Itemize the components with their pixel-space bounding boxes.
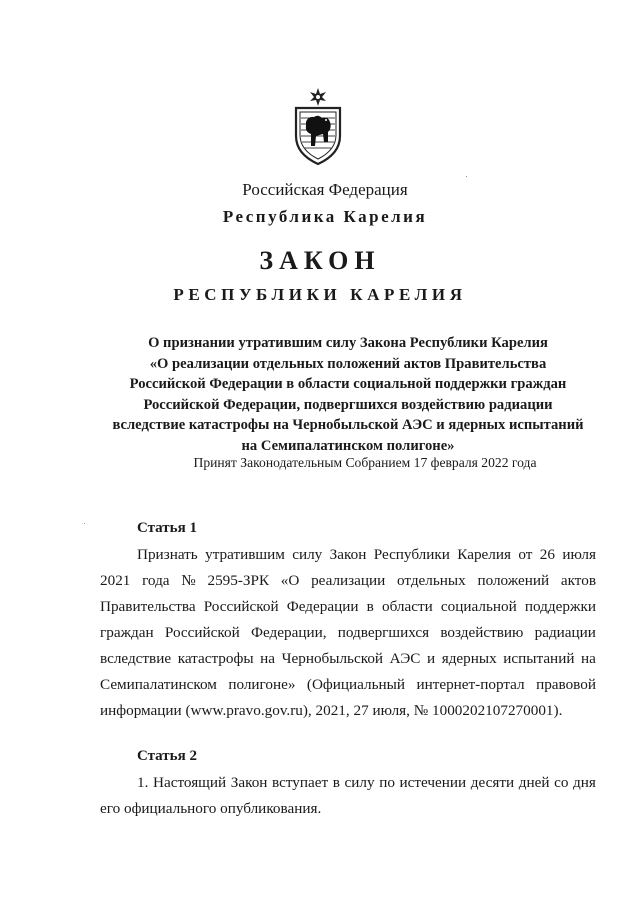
word: информации (www.pravo.gov.ru), 2021, 27 июля, № 1000202107270001). <box>100 702 563 719</box>
word: отдельных <box>397 572 466 589</box>
word: АЭС <box>389 650 421 667</box>
paragraph-line <box>100 568 596 594</box>
word: по <box>379 774 395 791</box>
paragraph-line <box>100 672 596 698</box>
word: года <box>142 572 170 589</box>
word: Федерации <box>286 598 359 615</box>
word: подвергшихся <box>337 624 430 641</box>
word: граждан <box>100 624 154 641</box>
article-1-body <box>100 542 596 724</box>
adoption-note: Принят Законодательным Собранием 17 февраля 2022 года <box>193 455 537 470</box>
paragraph-line <box>100 594 596 620</box>
word: от <box>518 546 533 563</box>
word: Республики <box>373 546 450 563</box>
paragraph-line <box>100 620 596 646</box>
word: «О <box>280 572 300 589</box>
scan-speck <box>466 176 467 177</box>
word: социальной <box>440 598 517 615</box>
word: области <box>381 598 433 615</box>
word: в <box>332 774 340 791</box>
word: интернет-портал <box>416 676 525 693</box>
word: со <box>554 774 569 791</box>
word: дней <box>518 774 550 791</box>
issuer-name: РЕСПУБЛИКИ КАРЕЛИЯ <box>173 285 467 304</box>
law-title <box>100 333 596 456</box>
word: № <box>181 572 196 589</box>
word: утратившим <box>205 546 285 563</box>
word: Правительства <box>100 598 196 615</box>
word: 26 <box>539 546 555 563</box>
word: ядерных <box>441 650 497 667</box>
title-line: на Семипалатинском полигоне» <box>241 437 455 454</box>
word: Закон <box>230 774 268 791</box>
word: на <box>581 650 596 667</box>
word: вследствие <box>100 650 172 667</box>
article-2-heading: Статья 2 <box>137 748 197 764</box>
word: актов <box>560 572 596 589</box>
title-line: «О реализации отдельных положений актов Правительства <box>149 355 547 372</box>
word: поддержки <box>524 598 596 615</box>
word: вступает <box>272 774 329 791</box>
paragraph-line <box>100 770 596 796</box>
paragraph-line <box>100 542 596 568</box>
word: 1. <box>137 774 149 791</box>
title-line: Российской Федерации, подвергшихся воздействию радиации <box>143 396 553 413</box>
word: 2595-ЗРК <box>207 572 270 589</box>
word: дня <box>573 774 596 791</box>
republic-name: Республика Карелия <box>222 207 428 226</box>
word: десяти <box>470 774 515 791</box>
word: Чернобыльской <box>281 650 384 667</box>
word: на <box>260 650 276 667</box>
word: Федерации, <box>250 624 327 641</box>
word: силу <box>344 774 375 791</box>
word: Российской <box>203 598 279 615</box>
word: положений <box>477 572 550 589</box>
word: полигоне» <box>228 676 296 693</box>
word: 2021 <box>100 572 131 589</box>
word: радиации <box>534 624 596 641</box>
word: и <box>426 650 436 667</box>
word: правовой <box>536 676 596 693</box>
article-1-heading: Статья 1 <box>137 520 197 536</box>
paragraph-line <box>100 796 596 822</box>
word: Настоящий <box>153 774 227 791</box>
word: катастрофы <box>177 650 254 667</box>
article-2-body <box>100 770 596 822</box>
word: Российской <box>164 624 240 641</box>
scan-speck <box>84 523 85 524</box>
paragraph-line <box>100 646 596 672</box>
word: реализации <box>311 572 386 589</box>
word: июля <box>562 546 596 563</box>
title-line: О признании утратившим силу Закона Республики Карелия <box>148 335 548 351</box>
document-type: ЗАКОН <box>259 246 381 275</box>
word: Карелия <box>457 546 511 563</box>
word: в <box>366 598 374 615</box>
word: Признать <box>137 546 198 563</box>
word: силу <box>292 546 323 563</box>
word: Семипалатинском <box>100 676 217 693</box>
paragraph-line <box>100 698 596 724</box>
word: испытаний <box>503 650 575 667</box>
karelia-coat-of-arms-icon <box>288 86 348 166</box>
word: воздействию <box>440 624 524 641</box>
word: его официального опубликования. <box>100 800 322 817</box>
country-name: Российская Федерация <box>242 180 408 199</box>
word: истечении <box>399 774 467 791</box>
title-line: Российской Федерации в области социальной поддержки граждан <box>129 376 567 392</box>
title-line: вследствие катастрофы на Чернобыльской АЭС и ядерных испытаний <box>112 417 584 433</box>
word: (Официальный <box>306 676 405 693</box>
word: Закон <box>329 546 367 563</box>
